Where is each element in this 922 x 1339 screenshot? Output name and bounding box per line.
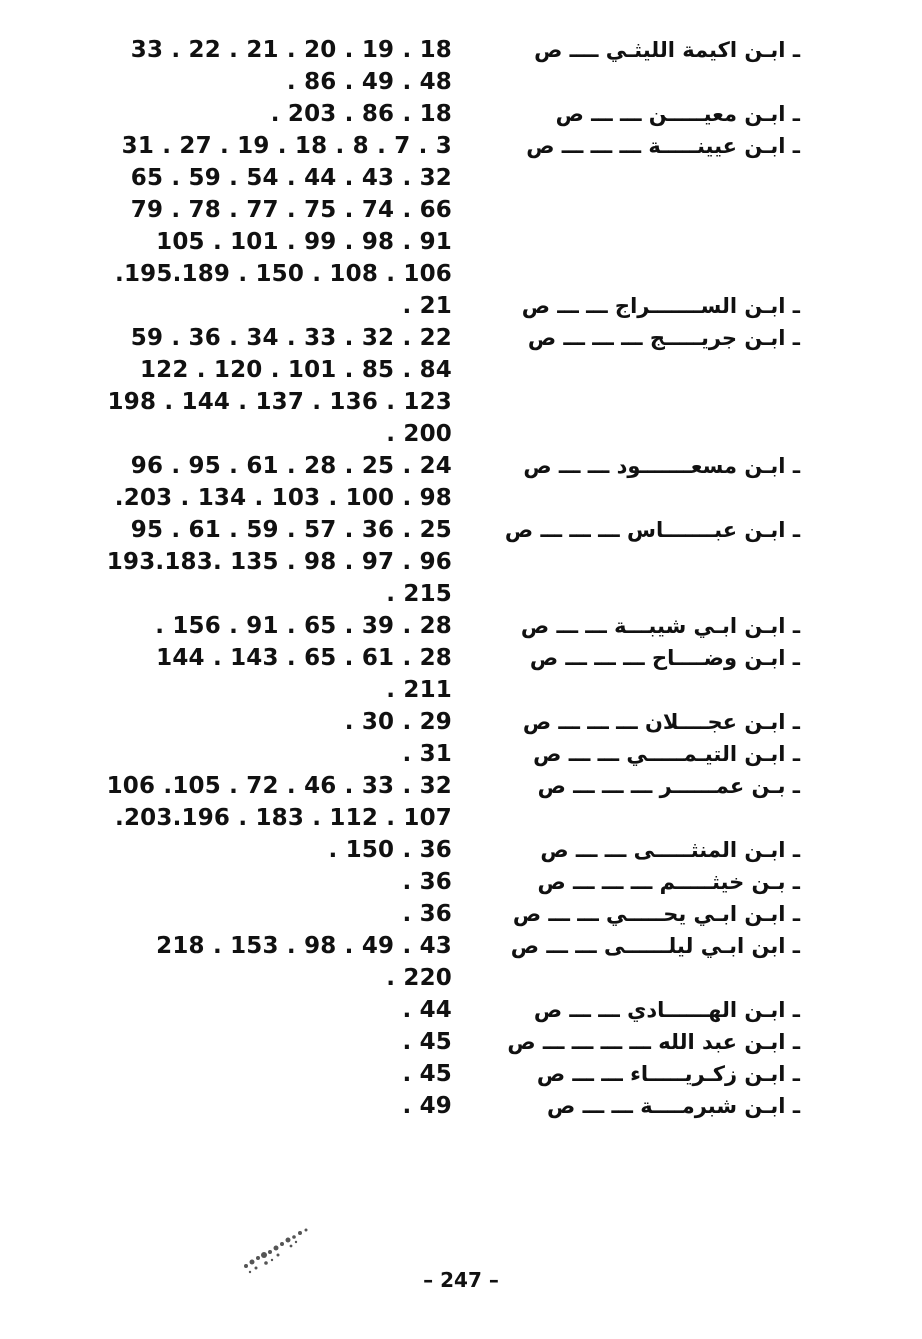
index-line: [0, 546, 922, 578]
page-references: . 215: [386, 581, 452, 607]
index-entry-name: ـ ابـن عبـــــــاس ـــ ـــ ـــ ص: [504, 518, 800, 542]
index-line: [0, 418, 922, 450]
index-entry-name: ـ ابـن الســـــــراج ـــ ـــ ص: [521, 294, 800, 318]
index-line: [0, 706, 922, 738]
index-entry-name: ـ ابـن معيـــــن ـــ ـــ ص: [555, 102, 800, 126]
page-references: 218 . 153 . 98 . 49 . 43: [156, 933, 452, 959]
index-entry-name: ـ ابـن ابـي شيبـــة ـــ ـــ ص: [520, 614, 800, 638]
index-line: [0, 578, 922, 610]
index-entry-name: ـ بـن عمــــــر ـــ ـــ ـــ ص: [537, 774, 800, 798]
page-references: 31 . 27 . 19 . 18 . 8 . 7 . 3: [121, 133, 452, 159]
index-line: [0, 898, 922, 930]
page-number: – 247 –: [423, 1268, 499, 1292]
index-entry-name: ـ ابـن زكـريـــــاء ـــ ـــ ص: [536, 1062, 800, 1086]
index-entry-name: ـ ابـن عيينـــــة ـــ ـــ ـــ ص: [526, 134, 800, 158]
index-entry-name: ـ ابـن الهــــــادي ـــ ـــ ص: [533, 998, 800, 1022]
index-line: [0, 514, 922, 546]
index-line: [0, 130, 922, 162]
index-line: [0, 1058, 922, 1090]
page-references: . 203 . 86 . 18: [270, 101, 452, 127]
index-line: [0, 258, 922, 290]
index-line: [0, 226, 922, 258]
index-line: [0, 386, 922, 418]
index-line: [0, 354, 922, 386]
page-references: 33 . 22 . 21 . 20 . 19 . 18: [130, 37, 452, 63]
page-references: . 211: [386, 677, 452, 703]
page-references: 144 . 143 . 65 . 61 . 28: [156, 645, 452, 671]
index-entry-name: ـ ابـن وضــــاح ـــ ـــ ـــ ص: [529, 646, 800, 670]
page-references: . 44: [402, 997, 452, 1023]
page-references: . 150 . 36: [328, 837, 452, 863]
index-line: [0, 482, 922, 514]
index-line: [0, 642, 922, 674]
page-references: 122 . 120 . 101 . 85 . 84: [139, 357, 452, 383]
page-references: . 30 . 29: [344, 709, 452, 735]
index-line: [0, 834, 922, 866]
index-line: [0, 770, 922, 802]
index-entry-name: ـ ابـن جريـــــج ـــ ـــ ـــ ص: [527, 326, 800, 350]
index-line: [0, 738, 922, 770]
index-line: [0, 162, 922, 194]
page-references: .203 . 134 . 103 . 100 . 98: [114, 485, 452, 511]
index-line: [0, 34, 922, 66]
page-references: . 156 . 91 . 65 . 39 . 28: [155, 613, 452, 639]
page-references: 95 . 61 . 59 . 57 . 36 . 25: [130, 517, 452, 543]
page-references: . 200: [386, 421, 452, 447]
index-entry-name: ـ ابـن مسعـــــــود ـــ ـــ ص: [523, 454, 800, 478]
page-references: . 36: [402, 901, 452, 927]
index-line: [0, 194, 922, 226]
page-references: .203.196 . 183 . 112 . 107: [115, 805, 452, 831]
index-line: [0, 1026, 922, 1058]
index-line: [0, 930, 922, 962]
page-references: . 21: [402, 293, 452, 319]
index-line: [0, 610, 922, 642]
index-line: [0, 962, 922, 994]
index-entry-name: ـ ابـن التيـمـــــي ـــ ـــ ص: [533, 742, 800, 766]
page-references: 105 . 101 . 99 . 98 . 91: [156, 229, 452, 255]
page-references: . 36: [402, 869, 452, 895]
page-references: 59 . 36 . 34 . 33 . 32 . 22: [130, 325, 452, 351]
index-entry-name: ـ ابـن اكيمة الليثـي ــــ ص: [534, 38, 800, 62]
page-references: 79 . 78 . 77 . 75 . 74 . 66: [130, 197, 452, 223]
index-line: [0, 994, 922, 1026]
index-line: [0, 450, 922, 482]
page-references: . 220: [386, 965, 452, 991]
page-references: 193.183. 135 . 98 . 97 . 96: [106, 549, 452, 575]
index-entry-name: ـ ابـن ابـي يحـــــي ـــ ـــ ص: [512, 902, 800, 926]
index-line: [0, 674, 922, 706]
index-entry-name: ـ ابن ابـي ليلــــــى ـــ ـــ ص: [510, 934, 800, 958]
index-line: [0, 290, 922, 322]
page-references: . 31: [402, 741, 452, 767]
index-entry-name: ـ ابـن شبرمــــة ـــ ـــ ص: [547, 1094, 800, 1118]
index-line: [0, 98, 922, 130]
index-line: [0, 802, 922, 834]
index-entry-name: ـ بـن خيثـــــم ـــ ـــ ـــ ص: [537, 870, 800, 894]
page-references: 65 . 59 . 54 . 44 . 43 . 32: [130, 165, 452, 191]
page-references: 96 . 95 . 61 . 28 . 25 . 24: [130, 453, 452, 479]
page-references: .195.189 . 150 . 108 . 106: [115, 261, 452, 287]
page-references: . 45: [402, 1061, 452, 1087]
page-references: . 86 . 49 . 48: [286, 69, 452, 95]
index-entry-name: ـ ابـن عبد الله ـــ ـــ ـــ ـــ ص: [507, 1030, 800, 1054]
page-references: . 45: [402, 1029, 452, 1055]
index-line: [0, 322, 922, 354]
page-references: 198 . 144 . 137 . 136 . 123: [107, 389, 452, 415]
index-line: [0, 866, 922, 898]
page-references: 106 .105 . 72 . 46 . 33 . 32: [106, 773, 452, 799]
index-entry-name: ـ ابـن المنثـــــى ـــ ـــ ص: [540, 838, 800, 862]
index-entry-name: ـ ابـن عجــــلان ـــ ـــ ـــ ص: [522, 710, 800, 734]
index-line: [0, 66, 922, 98]
page-references: . 49: [402, 1093, 452, 1119]
index-line: [0, 1090, 922, 1122]
